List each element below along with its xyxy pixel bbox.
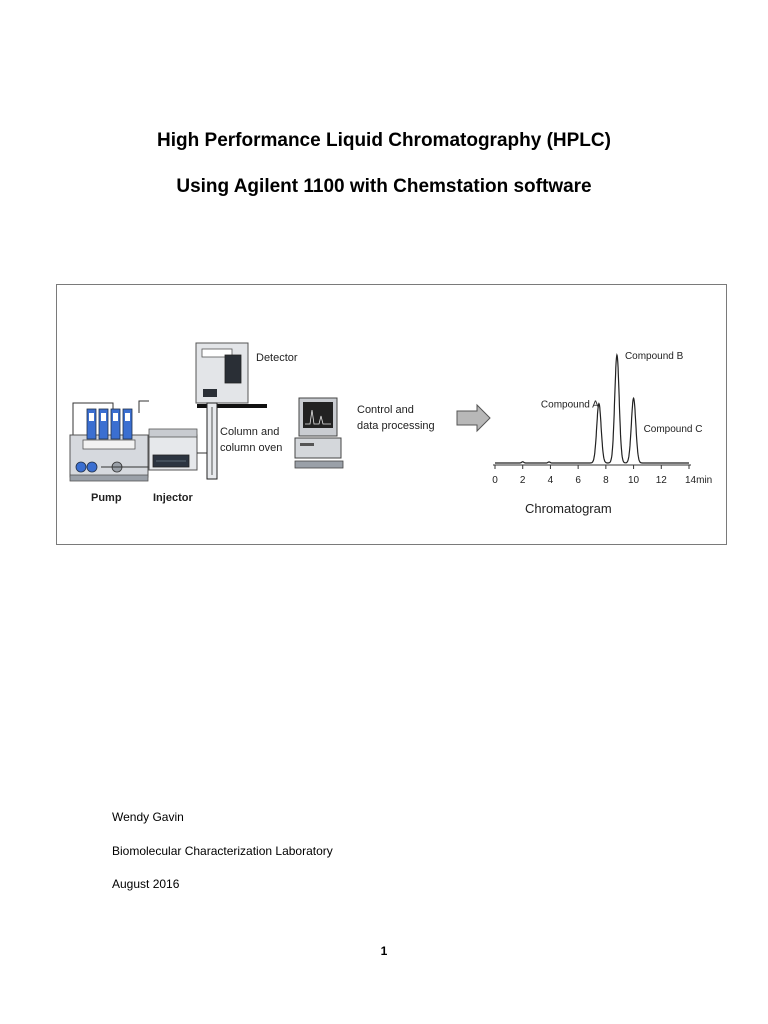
publication-date: August 2016 <box>112 877 180 891</box>
detector-label: Detector <box>256 352 298 364</box>
peak-label: Compound A <box>540 399 599 411</box>
column-icon <box>207 403 217 479</box>
control-label-line-1: Control and <box>357 404 414 416</box>
peak-label: Compound C <box>643 424 703 436</box>
computer-icon <box>295 398 343 468</box>
x-tick-label: 14min <box>685 475 713 486</box>
x-tick-label: 12 <box>655 475 667 486</box>
title-line-2: Using Agilent 1100 with Chemstation software <box>176 176 592 197</box>
peak-label: Compound B <box>624 351 684 362</box>
title-line-1: High Performance Liquid Chromatography (HPLC) <box>157 130 611 151</box>
pump-label: Pump <box>91 492 122 504</box>
x-tick-label: 6 <box>575 475 581 486</box>
column-label-line-2: column oven <box>220 442 283 454</box>
page-number: 1 <box>380 944 388 958</box>
x-tick-label: 0 <box>492 475 498 486</box>
x-tick-label: 4 <box>547 475 554 486</box>
chromatogram-chart <box>492 351 712 486</box>
pump-icon <box>70 401 149 481</box>
author-name: Wendy Gavin <box>112 810 184 824</box>
x-tick-label: 10 <box>628 475 640 486</box>
x-tick-label: 8 <box>603 475 609 486</box>
lab-name: Biomolecular Characterization Laboratory <box>112 844 333 858</box>
arrow-right-icon <box>457 405 490 431</box>
chart-title: Chromatogram <box>525 501 612 516</box>
control-label-line-2: data processing <box>357 420 435 432</box>
column-label-line-1: Column and <box>220 426 280 438</box>
x-tick-label: 2 <box>519 475 526 486</box>
injector-label: Injector <box>153 492 193 504</box>
hplc-schematic-figure <box>56 284 727 545</box>
